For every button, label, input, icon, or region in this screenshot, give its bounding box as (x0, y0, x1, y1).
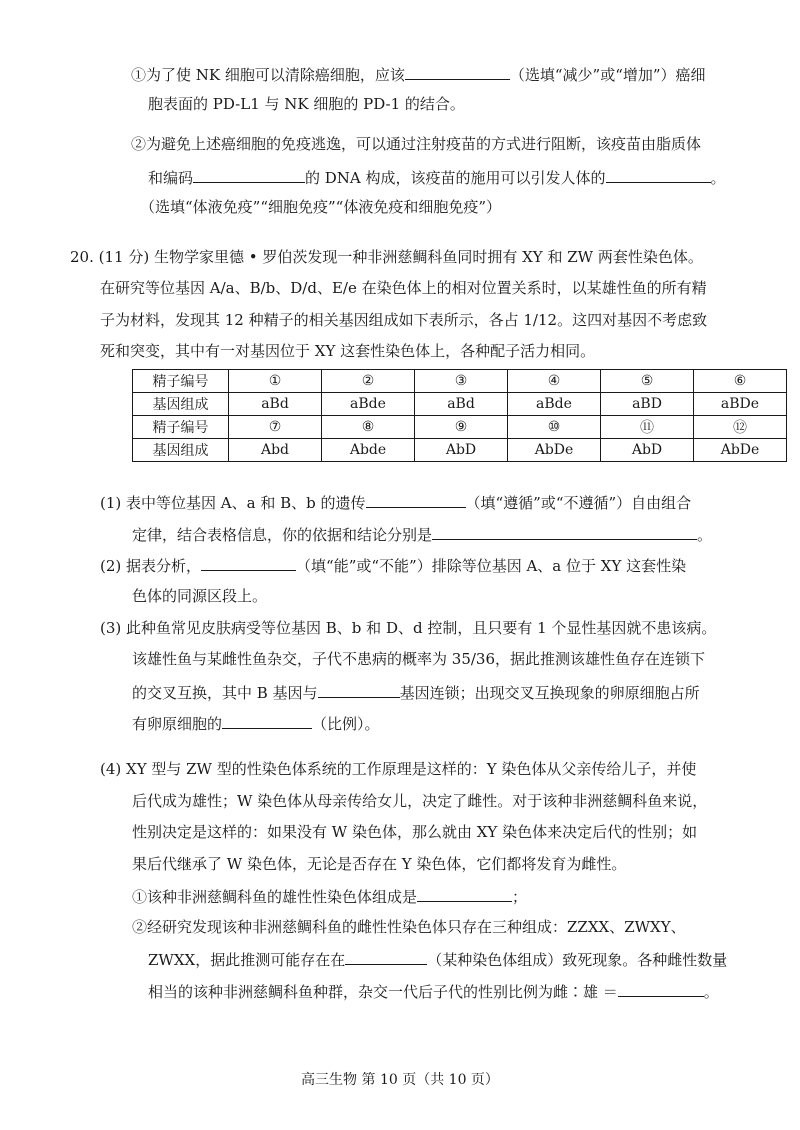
table-cell: aBd (415, 393, 508, 416)
answer-blank[interactable] (345, 947, 427, 965)
part2-line-2: 色体的同源区段上。 (132, 587, 268, 605)
part4-line-6: ②经研究发现该种非洲慈鲷科鱼的雌性性染色体只存在三种组成：ZZXX、ZWXY、 (132, 918, 686, 936)
q19-line-1: ①为了使 NK 细胞可以清除癌细胞，应该 （选填“减少”或“增加”）癌细 (131, 62, 706, 86)
part3-line-1: (3) 此种鱼常见皮肤病受等位基因 B、b 和 D、d 控制，且只要有 1 个显性基因就不患该病。 (100, 619, 717, 637)
sperm-gene-table (132, 369, 787, 462)
answer-blank[interactable] (417, 884, 512, 902)
answer-blank[interactable] (618, 979, 704, 997)
table-row (133, 439, 787, 462)
answer-blank[interactable] (318, 680, 400, 698)
table-cell: ⑥ (694, 370, 787, 393)
table-header: 精子编号 (133, 416, 229, 439)
part3-line-3: 的交叉互换，其中 B 基因与 基因连锁；出现交叉互换现象的卵原细胞占所 (132, 680, 700, 704)
part1-line-2: 定律，结合表格信息，你的依据和结论分别是 。 (132, 522, 712, 546)
table-header: 精子编号 (133, 370, 229, 393)
table-cell: ⑪ (601, 416, 694, 439)
table-cell: aBDe (694, 393, 787, 416)
answer-blank[interactable] (201, 553, 296, 571)
part3-line-2: 该雄性鱼与某雌性鱼杂交，子代不患病的概率为 35/36，据此推测该雄性鱼存在连锁下 (132, 650, 705, 668)
table-cell: AbD (601, 439, 694, 462)
table-cell: ⑤ (601, 370, 694, 393)
table-cell: ⑧ (322, 416, 415, 439)
part1-line-1: (1) 表中等位基因 A、a 和 B、b 的遗传 （填“遵循”或“不遵循”）自由组合 (100, 490, 691, 514)
part4-line-5: ①该种非洲慈鲷科鱼的雄性性染色体组成是 ； (132, 884, 527, 908)
q19-line-3: ②为避免上述癌细胞的免疫逃逸，可以通过注射疫苗的方式进行阻断，该疫苗由脂质体 (131, 135, 702, 153)
table-cell: AbD (415, 439, 508, 462)
part4-line-1: (4) XY 型与 ZW 型的性染色体系统的工作原理是这样的：Y 染色体从父亲传给儿子，并使 (100, 760, 697, 778)
answer-blank[interactable] (606, 165, 711, 183)
q20-line-1: 20. (11 分) 生物学家里德 • 罗伯茨发现一种非洲慈鲷科鱼同时拥有 XY 和 ZW 两套性染色体。 (70, 248, 703, 266)
q19-line-5: （选填“体液免疫”“细胞免疫”“体液免疫和细胞免疫”） (140, 198, 502, 216)
part4-line-4: 果后代继承了 W 染色体，无论是否存在 Y 染色体，它们都将发育为雌性。 (132, 855, 627, 873)
q19-line-2: 胞表面的 PD-L1 与 NK 细胞的 PD-1 的结合。 (148, 95, 465, 113)
part4-line-7: ZWXX，据此推测可能存在在 （某种染色体组成）致死现象。各种雌性数量 (148, 947, 727, 971)
answer-blank[interactable] (432, 522, 697, 540)
answer-blank[interactable] (366, 490, 466, 508)
table-cell: aBD (601, 393, 694, 416)
table-cell: Abd (229, 439, 322, 462)
q19-line-4: 和编码 的 DNA 构成，该疫苗的施用可以引发人体的 。 (148, 165, 726, 189)
answer-blank[interactable] (222, 711, 312, 729)
table-header: 基因组成 (133, 439, 229, 462)
part4-line-2: 后代成为雄性；W 染色体从母亲传给女儿，决定了雌性。对于该种非洲慈鲷科鱼来说， (132, 792, 708, 810)
table-cell: aBd (229, 393, 322, 416)
q20-line-2: 在研究等位基因 A/a、B/b、D/d、E/e 在染色体上的相对位置关系时，以某雄性鱼的所有精 (100, 279, 707, 297)
table-cell: AbDe (694, 439, 787, 462)
table-cell: ③ (415, 370, 508, 393)
table-cell: ② (322, 370, 415, 393)
q20-line-3: 子为材料，发现其 12 种精子的相关基因组成如下表所示，各占 1/12。这四对基因不考虑致 (100, 311, 708, 329)
part4-line-3: 性别决定是这样的：如果没有 W 染色体，那么就由 XY 染色体来决定后代的性别；如 (132, 823, 698, 841)
table-cell: ④ (508, 370, 601, 393)
table-cell: aBde (508, 393, 601, 416)
part4-line-8: 相当的该种非洲慈鲷科鱼种群，杂交一代后子代的性别比例为雌∶雄 ＝ 。 (148, 979, 719, 1003)
table-cell: aBde (322, 393, 415, 416)
table-row (133, 393, 787, 416)
table-cell: AbDe (508, 439, 601, 462)
table-cell: ⑨ (415, 416, 508, 439)
table-cell: ⑦ (229, 416, 322, 439)
table-cell: ⑫ (694, 416, 787, 439)
page-footer: 高三生物 第 10 页（共 10 页） (301, 1072, 499, 1088)
answer-blank[interactable] (193, 165, 305, 183)
table-cell: ① (229, 370, 322, 393)
table-row (133, 416, 787, 439)
q20-line-4: 死和突变，其中有一对基因位于 XY 这套性染色体上，各种配子活力相同。 (100, 342, 596, 360)
part2-line-1: (2) 据表分析， （填“能”或“不能”）排除等位基因 A、a 位于 XY 这套性染 (100, 553, 686, 577)
table-cell: Abde (322, 439, 415, 462)
part3-line-4: 有卵原细胞的 （比例）。 (132, 711, 380, 735)
table-header: 基因组成 (133, 393, 229, 416)
answer-blank[interactable] (405, 62, 510, 80)
table-row (133, 370, 787, 393)
table-cell: ⑩ (508, 416, 601, 439)
